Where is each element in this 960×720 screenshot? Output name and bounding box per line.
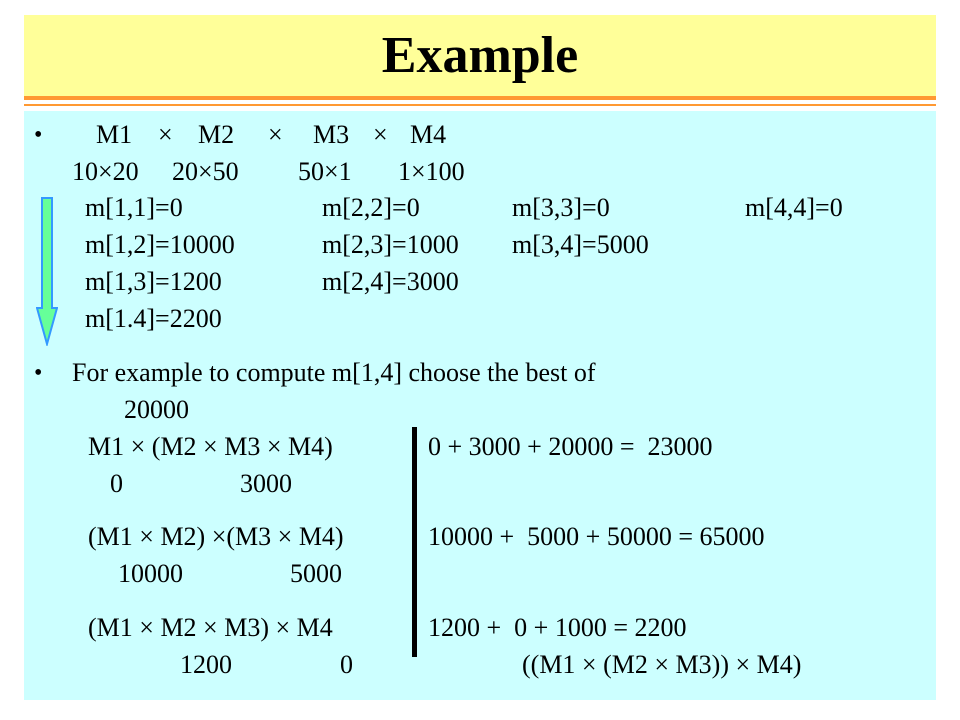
bullet-2-text: For example to compute m[1,4] choose the best of	[72, 358, 596, 387]
dim-m4: 1×100	[398, 157, 465, 186]
dim-m2: 20×50	[172, 157, 239, 186]
m-1-1: m[1,1]=0	[85, 193, 183, 222]
m-2-2: m[2,2]=0	[322, 193, 420, 222]
m-4-4: m[4,4]=0	[745, 193, 843, 222]
option-1-sub-2: 3000	[240, 469, 292, 498]
option-2-expr: (M1 × M2) ×(M3 × M4)	[88, 522, 344, 551]
op-2: ×	[268, 120, 283, 149]
m-3-4: m[3,4]=5000	[512, 230, 649, 259]
op-1: ×	[158, 120, 173, 149]
option-1-sub-1: 0	[110, 469, 123, 498]
result-expr: ((M1 × (M2 × M3)) × M4)	[522, 650, 802, 679]
m-2-4: m[2,4]=3000	[322, 267, 459, 296]
title-bar	[24, 15, 936, 96]
option-3-calc: 1200 + 0 + 1000 = 2200	[428, 613, 687, 642]
divider-line	[412, 427, 417, 657]
option-2-sub-1: 10000	[118, 559, 183, 588]
option-2-calc: 10000 + 5000 + 50000 = 65000	[428, 522, 765, 551]
matrix-m2: M2	[198, 120, 235, 149]
bullet-1-marker: •	[34, 122, 43, 148]
option-1-expr: M1 × (M2 × M3 × M4)	[88, 432, 333, 461]
m-1-4: m[1.4]=2200	[85, 304, 222, 333]
title-rule-thick	[24, 96, 936, 100]
matrix-m1: M1	[96, 120, 133, 149]
m-1-3: m[1,3]=1200	[85, 267, 222, 296]
slide-title: Example	[381, 26, 579, 84]
dim-m1: 10×20	[72, 157, 139, 186]
m-1-2: m[1,2]=10000	[85, 230, 235, 259]
m-2-3: m[2,3]=1000	[322, 230, 459, 259]
option-2-sub-2: 5000	[290, 559, 342, 588]
option-3-sub-2: 0	[340, 650, 353, 679]
option-3-expr: (M1 × M2 × M3) × M4	[88, 613, 333, 642]
top-value: 20000	[124, 395, 189, 424]
matrix-m4: M4	[410, 120, 447, 149]
op-3: ×	[373, 120, 388, 149]
title-rule-thin	[24, 104, 936, 106]
dim-m3: 50×1	[298, 157, 352, 186]
bullet-2-marker: •	[34, 360, 43, 386]
option-3-sub-1: 1200	[180, 650, 232, 679]
option-1-calc: 0 + 3000 + 20000 = 23000	[428, 432, 713, 461]
matrix-m3: M3	[313, 120, 350, 149]
m-3-3: m[3,3]=0	[512, 193, 610, 222]
down-arrow-icon	[36, 196, 58, 346]
